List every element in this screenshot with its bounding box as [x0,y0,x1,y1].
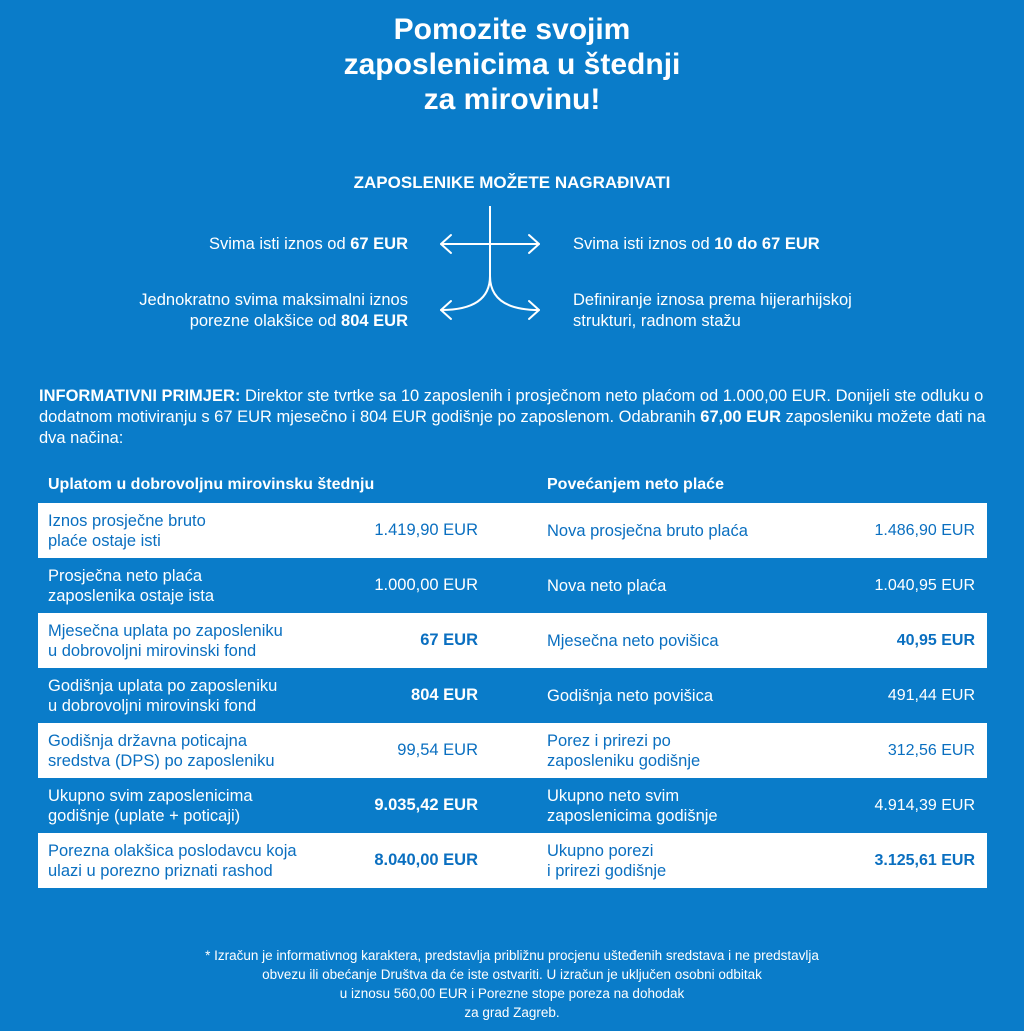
row-label-right: Ukupno porezi i prirezi godišnje [547,841,667,880]
row-value-right: 1.040,95 EUR [874,576,975,594]
reward-option-hierarchy [573,290,852,332]
footnote-line: u iznosu 560,00 EUR i Porezne stope poreza na dohodak [339,986,685,1001]
reward-option-equal-range [573,234,820,255]
row-value-right: 4.914,39 EUR [874,796,975,814]
row-label-right: Porez i prirezi po zaposleniku godišnje [547,731,701,770]
row-value-left: 1.419,90 EUR [374,521,478,539]
footnote-line: za grad Zagreb. [464,1005,560,1020]
row-label-right: Nova neto plaća [547,576,667,595]
row-label-left: Mjesečna uplata po zaposleniku u dobrovoljni mirovinski fond [48,621,283,660]
row-value-left: 67 EUR [420,631,478,649]
reward-option-amount: 10 do 67 EUR [714,235,820,253]
rewards-heading: ZAPOSLENIKE MOŽETE NAGRAĐIVATI [353,173,671,192]
row-label-left: Godišnja uplata po zaposleniku u dobrovoljni mirovinski fond [48,676,278,715]
reward-option-text: Svima isti iznos od [209,235,351,253]
page-title [0,12,1024,117]
row-label-left: Porezna olakšica poslodavcu koja ulazi u porezno priznati rashod [48,841,297,880]
example-text: Direktor ste tvrtke sa 10 zaposlenih i prosječnom neto plaćom od 1.000,00 EUR. Donijeli ste odluku o dodatnom motiviranju s 67 EUR mjesečno i 804 EUR godišnje po zaposlenom. Odabranih [39,387,984,426]
reward-option-line: Jednokratno svima maksimalni iznos [139,291,408,309]
table-row [38,668,987,723]
reward-option-amount: 804 EUR [341,312,408,330]
row-value-left: 804 EUR [411,686,478,704]
row-label-left: Iznos prosječne bruto plaće ostaje isti [48,511,206,550]
example-label: INFORMATIVNI PRIMJER: [39,387,241,405]
row-value-left: 99,54 EUR [397,741,478,759]
title-line-2: zaposlenicima u štednji [343,48,681,81]
row-label-left: Godišnja državna poticajna sredstva (DPS) po zaposleniku [48,731,275,770]
row-label-left: Prosječna neto plaća zaposlenika ostaje ista [48,566,215,605]
row-label-left: Ukupno svim zaposlenicima godišnje (uplate + poticaji) [48,786,253,825]
row-value-right: 3.125,61 EUR [874,851,975,869]
example-amount: 67,00 EUR [700,408,781,426]
row-value-left: 8.040,00 EUR [374,851,478,869]
row-value-left: 9.035,42 EUR [374,796,478,814]
title-line-1: Pomozite svojim [393,13,631,46]
example-intro [39,386,991,449]
table-row [38,558,987,613]
comparison-table [38,503,987,888]
row-label-right: Mjesečna neto povišica [547,631,719,650]
column-header-salary: Povećanjem neto plaće [547,476,724,493]
footnote-line: obvezu ili obećanje Društva da će iste ostvariti. U izračun je uključen osobni odbitak [262,967,762,982]
branch-arrows-icon [438,206,542,326]
row-value-right: 491,44 EUR [887,686,975,704]
row-label-right: Godišnja neto povišica [547,686,714,705]
title-line-3: za mirovinu! [423,83,601,116]
reward-option-equal-67 [209,234,408,255]
reward-option-line: Definiranje iznosa prema hijerarhijskoj [573,291,852,309]
row-label-right: Nova prosječna bruto plaća [547,521,748,540]
reward-option-amount: 67 EUR [350,235,408,253]
footnote-line: * Izračun je informativnog karaktera, predstavlja približnu procjenu uštеđenih sredstava i ne predstavlja [205,948,819,963]
table-row [38,613,987,668]
footnote [0,946,1024,1022]
column-header-pension: Uplatom u dobrovoljnu mirovinsku štednju [48,476,375,493]
reward-option-text: Svima isti iznos od [573,235,715,253]
table-row [38,833,987,888]
reward-option-text: porezne olakšice od [189,312,342,330]
table-row [38,503,987,558]
example-text-end: zaposleniku možete dati na dva načina: [39,408,986,447]
row-label-right: Ukupno neto svim zaposlenicima godišnje [547,786,718,825]
table-row [38,778,987,833]
row-value-left: 1.000,00 EUR [374,576,478,594]
row-value-right: 312,56 EUR [887,741,975,759]
row-value-right: 40,95 EUR [896,631,975,649]
row-value-right: 1.486,90 EUR [874,521,975,539]
table-row [38,723,987,778]
reward-option-one-time [139,290,408,332]
reward-option-line: strukturi, radnom stažu [573,312,741,330]
